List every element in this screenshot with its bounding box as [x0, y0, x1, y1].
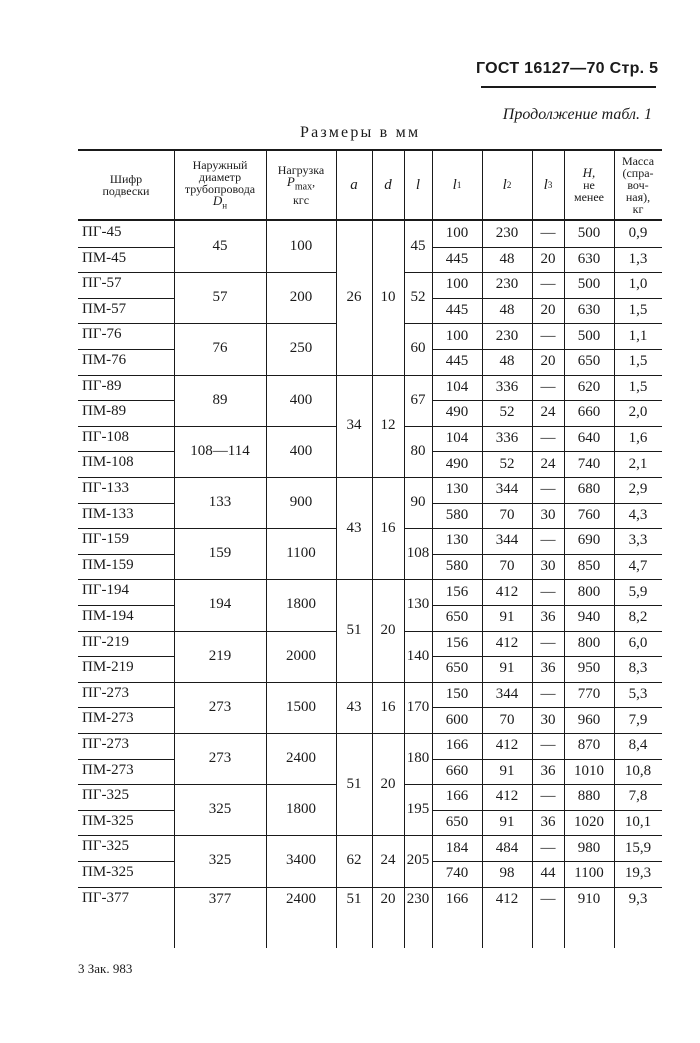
- cell-h: 770: [577, 686, 601, 703]
- cell-h: 500: [577, 327, 601, 344]
- cell-mass: 2,0: [628, 404, 648, 421]
- row-rule: [78, 861, 174, 862]
- cell-l2: 484: [495, 839, 519, 856]
- cell-l2: 91: [499, 814, 515, 831]
- cell-l3: 36: [540, 814, 556, 831]
- cell-d: 24: [380, 852, 396, 869]
- cell-l3: —: [540, 788, 556, 805]
- cell-d: 20: [380, 890, 396, 907]
- cell-l1: 104: [445, 430, 469, 447]
- cell-outer-diameter: 108—114: [190, 442, 250, 459]
- header-a: a: [350, 177, 358, 193]
- cell-h: 660: [577, 404, 601, 421]
- cell-load: 1800: [286, 596, 316, 613]
- cell-h: 850: [577, 558, 601, 575]
- cell-mass: 1,1: [628, 327, 648, 344]
- cell-cipher: ПМ-159: [82, 556, 134, 573]
- cell-h: 880: [577, 788, 601, 805]
- cell-l1: 580: [445, 558, 469, 575]
- header-l2: l 2: [502, 177, 512, 193]
- cell-outer-diameter: 57: [212, 289, 228, 306]
- cell-cipher: ПМ-76: [82, 352, 127, 368]
- row-rule: [78, 349, 174, 350]
- cell-l2: 230: [495, 225, 519, 242]
- header-l: l: [415, 177, 421, 193]
- cell-l3: 36: [540, 660, 556, 677]
- cell-h: 1100: [574, 865, 604, 882]
- cell-l3: 20: [540, 302, 556, 319]
- cell-cipher: ПГ-159: [82, 531, 129, 548]
- cell-d: 16: [380, 519, 396, 536]
- cell-h: 690: [577, 532, 601, 549]
- cell-l3: —: [540, 532, 556, 549]
- cell-load: 400: [289, 391, 313, 408]
- cell-a: 51: [346, 622, 362, 639]
- cell-h: 500: [577, 276, 601, 293]
- cell-l1: 650: [445, 609, 469, 626]
- cell-mass: 15,9: [624, 839, 652, 856]
- cell-load: 2000: [286, 647, 316, 664]
- cell-load: 2400: [286, 890, 316, 907]
- cell-d: 20: [380, 622, 396, 639]
- cell-cipher: ПМ-325: [82, 812, 134, 829]
- row-rule: [78, 631, 174, 632]
- cell-d: 12: [380, 417, 396, 434]
- cell-mass: 4,7: [628, 558, 648, 575]
- cell-l3: —: [540, 583, 556, 600]
- cell-mass: 8,4: [628, 737, 648, 754]
- cell-h: 650: [577, 353, 601, 370]
- cell-mass: 1,3: [628, 250, 648, 267]
- cell-l3: —: [540, 225, 556, 242]
- cell-cipher: ПМ-108: [82, 454, 134, 471]
- cell-cipher: ПМ-219: [82, 659, 134, 676]
- cell-mass: 7,8: [628, 788, 648, 805]
- header-d: d: [384, 177, 392, 193]
- cell-l3: 30: [540, 558, 556, 575]
- cell-a: 51: [346, 775, 362, 792]
- cell-cipher: ПМ-273: [82, 761, 134, 778]
- cell-cipher: ПМ-325: [82, 864, 134, 880]
- cell-load: 400: [289, 442, 313, 459]
- cell-l1: 445: [445, 353, 469, 370]
- cell-h: 500: [577, 225, 601, 242]
- cell-load: 1800: [286, 801, 316, 818]
- cell-l3: —: [540, 276, 556, 293]
- cell-l2: 336: [495, 378, 519, 395]
- cell-d: 20: [380, 775, 396, 792]
- cell-outer-diameter: 45: [212, 238, 228, 255]
- cell-l: 195: [406, 801, 430, 818]
- row-rule: [78, 707, 174, 708]
- row-rule: [78, 759, 174, 760]
- row-rule: [78, 605, 174, 606]
- cell-l2: 98: [499, 865, 515, 882]
- cell-l2: 336: [495, 430, 519, 447]
- cell-outer-diameter: 219: [208, 647, 232, 664]
- cell-mass: 1,6: [628, 430, 648, 447]
- cell-mass: 1,5: [628, 378, 648, 395]
- cell-cipher: ПМ-133: [82, 505, 134, 522]
- cell-d: 10: [380, 289, 396, 306]
- cell-cipher: ПМ-57: [82, 300, 127, 317]
- cell-l: 80: [410, 442, 426, 459]
- header-outer-diameter: Наружный диаметр трубопровода $D_н$: [184, 157, 256, 211]
- cell-l1: 100: [445, 225, 469, 242]
- row-rule: [78, 298, 174, 299]
- cell-l: 90: [410, 494, 426, 511]
- cell-h: 680: [577, 481, 601, 498]
- cell-cipher: ПГ-273: [82, 736, 129, 752]
- cell-l3: —: [540, 327, 556, 344]
- cell-l1: 150: [445, 686, 469, 703]
- cell-load: 250: [289, 340, 313, 357]
- cell-l2: 91: [499, 762, 515, 779]
- cell-mass: 9,3: [628, 890, 648, 907]
- header-height: H, не менее: [574, 165, 604, 204]
- row-rule: [78, 272, 174, 273]
- cell-outer-diameter: 377: [208, 890, 232, 907]
- cell-l2: 412: [495, 737, 519, 754]
- cell-a: 26: [346, 289, 362, 306]
- row-rule: [78, 733, 174, 734]
- row-rule: [78, 656, 174, 657]
- cell-l3: 30: [540, 711, 556, 728]
- row-rule: [78, 887, 174, 888]
- row-rule: [78, 426, 174, 427]
- cell-l2: 48: [499, 250, 515, 267]
- cell-l1: 130: [445, 481, 469, 498]
- cell-a: 34: [346, 417, 362, 434]
- cell-l2: 48: [499, 353, 515, 370]
- cell-h: 940: [577, 609, 601, 626]
- cell-l2: 91: [499, 609, 515, 626]
- row-rule: [78, 451, 174, 452]
- cell-cipher: ПМ-89: [82, 403, 127, 420]
- cell-cipher: ПМ-194: [82, 608, 134, 624]
- cell-h: 960: [577, 711, 601, 728]
- cell-l1: 166: [445, 890, 469, 907]
- cell-l3: —: [540, 890, 556, 907]
- cell-l3: —: [540, 634, 556, 651]
- row-rule: [78, 477, 174, 478]
- cell-l: 205: [406, 852, 430, 869]
- cell-l3: 44: [540, 865, 556, 882]
- header-l1: l 1: [452, 177, 462, 193]
- cell-outer-diameter: 273: [208, 750, 232, 767]
- cell-l2: 52: [499, 404, 515, 421]
- cell-h: 980: [577, 839, 601, 856]
- cell-l3: —: [540, 686, 556, 703]
- standard-header: ГОСТ 16127—70 Стр. 5: [476, 60, 659, 77]
- cell-outer-diameter: 325: [208, 801, 232, 818]
- cell-outer-diameter: 273: [208, 698, 232, 715]
- cell-mass: 5,9: [628, 583, 648, 600]
- cell-load: 2400: [286, 750, 316, 767]
- cell-mass: 1,5: [628, 353, 648, 370]
- cell-l1: 445: [445, 250, 469, 267]
- cell-h: 950: [577, 660, 601, 677]
- cell-h: 630: [577, 302, 601, 319]
- cell-outer-diameter: 159: [208, 545, 232, 562]
- cell-cipher: ПГ-325: [82, 787, 129, 804]
- cell-l3: 24: [540, 404, 556, 421]
- cell-l1: 490: [445, 455, 469, 472]
- cell-l: 108: [406, 545, 430, 562]
- cell-l: 45: [410, 238, 426, 255]
- cell-outer-diameter: 76: [212, 340, 228, 357]
- cell-mass: 8,2: [628, 609, 648, 626]
- cell-h: 760: [577, 506, 601, 523]
- cell-l2: 412: [495, 583, 519, 600]
- cell-l3: 20: [540, 353, 556, 370]
- cell-l1: 184: [445, 839, 469, 856]
- cell-l1: 445: [445, 302, 469, 319]
- cell-mass: 8,3: [628, 660, 648, 677]
- cell-load: 1100: [286, 545, 316, 562]
- cell-cipher: ПГ-108: [82, 428, 129, 445]
- cell-l: 140: [406, 647, 430, 664]
- cell-cipher: ПГ-273: [82, 684, 129, 701]
- cell-mass: 6,0: [628, 634, 648, 651]
- cell-l1: 600: [445, 711, 469, 728]
- cell-l2: 70: [499, 558, 515, 575]
- cell-load: 900: [289, 494, 313, 511]
- cell-l2: 412: [495, 890, 519, 907]
- cell-l3: —: [540, 481, 556, 498]
- header-load: Нагрузка $P_{max}$, кгс: [277, 163, 325, 207]
- row-rule: [78, 247, 174, 248]
- row-rule: [78, 503, 174, 504]
- cell-mass: 4,3: [628, 506, 648, 523]
- cell-l1: 100: [445, 327, 469, 344]
- cell-d: 16: [380, 698, 396, 715]
- cell-mass: 1,0: [628, 276, 648, 293]
- cell-mass: 0,9: [628, 225, 648, 242]
- cell-l3: 20: [540, 250, 556, 267]
- cell-l3: 36: [540, 609, 556, 626]
- cell-l1: 490: [445, 404, 469, 421]
- cell-l2: 230: [495, 276, 519, 293]
- row-rule: [78, 579, 174, 580]
- cell-l1: 580: [445, 506, 469, 523]
- cell-l1: 104: [445, 378, 469, 395]
- cell-l: 52: [410, 289, 426, 306]
- cell-l3: 30: [540, 506, 556, 523]
- cell-outer-diameter: 194: [208, 596, 232, 613]
- cell-cipher: ПГ-76: [82, 326, 122, 343]
- cell-l: 67: [410, 391, 426, 408]
- cell-l2: 412: [495, 634, 519, 651]
- cell-l: 170: [406, 698, 430, 715]
- cell-h: 1010: [574, 762, 604, 779]
- cell-outer-diameter: 133: [208, 494, 232, 511]
- cell-h: 800: [577, 583, 601, 600]
- cell-l3: 24: [540, 455, 556, 472]
- cell-l1: 740: [445, 865, 469, 882]
- cell-l3: 36: [540, 762, 556, 779]
- row-rule: [78, 810, 174, 811]
- row-rule: [78, 554, 174, 555]
- cell-cipher: ПГ-219: [82, 633, 129, 650]
- cell-load: 100: [289, 238, 313, 255]
- cell-mass: 2,9: [628, 481, 648, 498]
- cell-mass: 10,8: [624, 762, 652, 779]
- cell-l3: —: [540, 378, 556, 395]
- cell-outer-diameter: 89: [212, 391, 228, 408]
- cell-h: 1020: [574, 814, 604, 831]
- cell-load: 200: [289, 289, 313, 306]
- cell-mass: 19,3: [624, 865, 652, 882]
- cell-l1: 166: [445, 788, 469, 805]
- cell-h: 910: [577, 890, 601, 907]
- row-rule: [78, 682, 174, 683]
- row-rule: [78, 528, 174, 529]
- cell-l2: 230: [495, 327, 519, 344]
- cell-l1: 100: [445, 276, 469, 293]
- cell-h: 870: [577, 737, 601, 754]
- cell-cipher: ПГ-133: [82, 480, 129, 496]
- cell-cipher: ПГ-377: [82, 889, 129, 906]
- cell-l2: 48: [499, 302, 515, 319]
- cell-l1: 650: [445, 814, 469, 831]
- cell-mass: 2,1: [628, 455, 648, 472]
- cell-l3: —: [540, 430, 556, 447]
- cell-l: 130: [406, 596, 430, 613]
- cell-cipher: ПГ-57: [82, 275, 122, 292]
- cell-l: 60: [410, 340, 426, 357]
- cell-h: 640: [577, 430, 601, 447]
- cell-cipher: ПГ-325: [82, 838, 129, 855]
- cell-h: 740: [577, 455, 601, 472]
- cell-a: 43: [346, 698, 362, 715]
- row-rule: [78, 323, 174, 324]
- cell-l1: 660: [445, 762, 469, 779]
- cell-l2: 70: [499, 711, 515, 728]
- cell-cipher: ПГ-89: [82, 377, 122, 394]
- row-rule: [78, 784, 174, 785]
- cell-mass: 1,5: [628, 302, 648, 319]
- cell-l3: —: [540, 737, 556, 754]
- cell-l2: 91: [499, 660, 515, 677]
- cell-load: 3400: [286, 852, 316, 869]
- cell-mass: 5,3: [628, 686, 648, 703]
- cell-h: 630: [577, 250, 601, 267]
- cell-cipher: ПГ-194: [82, 582, 129, 599]
- cell-l2: 52: [499, 455, 515, 472]
- cell-l2: 344: [495, 686, 519, 703]
- print-order-footer: 3 Зак. 983: [78, 961, 133, 976]
- cell-outer-diameter: 325: [208, 852, 232, 869]
- cell-l2: 344: [495, 481, 519, 498]
- row-rule: [78, 400, 174, 401]
- cell-l: 230: [406, 890, 430, 907]
- cell-l1: 156: [445, 583, 469, 600]
- cell-l2: 70: [499, 506, 515, 523]
- cell-l1: 166: [445, 737, 469, 754]
- header-l3: l 3: [543, 177, 553, 193]
- cell-l3: —: [540, 839, 556, 856]
- cell-cipher: ПМ-45: [82, 249, 127, 266]
- cell-mass: 3,3: [628, 532, 648, 549]
- cell-l2: 344: [495, 532, 519, 549]
- row-rule: [78, 375, 174, 376]
- cell-h: 800: [577, 634, 601, 651]
- cell-a: 43: [346, 519, 362, 536]
- header-mass: Масса (спра- воч- ная), кг: [621, 154, 655, 216]
- row-rule: [78, 835, 174, 836]
- cell-l1: 650: [445, 660, 469, 677]
- units-caption: Размеры в мм: [300, 124, 421, 141]
- cell-l1: 156: [445, 634, 469, 651]
- cell-load: 1500: [286, 698, 316, 715]
- cell-a: 51: [346, 890, 362, 907]
- cell-l1: 130: [445, 532, 469, 549]
- cell-a: 62: [346, 852, 362, 869]
- table-continuation-label: Продолжение табл. 1: [502, 106, 652, 123]
- cell-mass: 7,9: [628, 711, 648, 728]
- cell-h: 620: [577, 378, 601, 395]
- cell-mass: 10,1: [624, 814, 652, 831]
- cell-cipher: ПГ-45: [82, 224, 122, 240]
- header-cipher: Шифр подвески: [102, 172, 150, 198]
- cell-l: 180: [406, 750, 430, 767]
- cell-l2: 412: [495, 788, 519, 805]
- cell-cipher: ПМ-273: [82, 710, 134, 727]
